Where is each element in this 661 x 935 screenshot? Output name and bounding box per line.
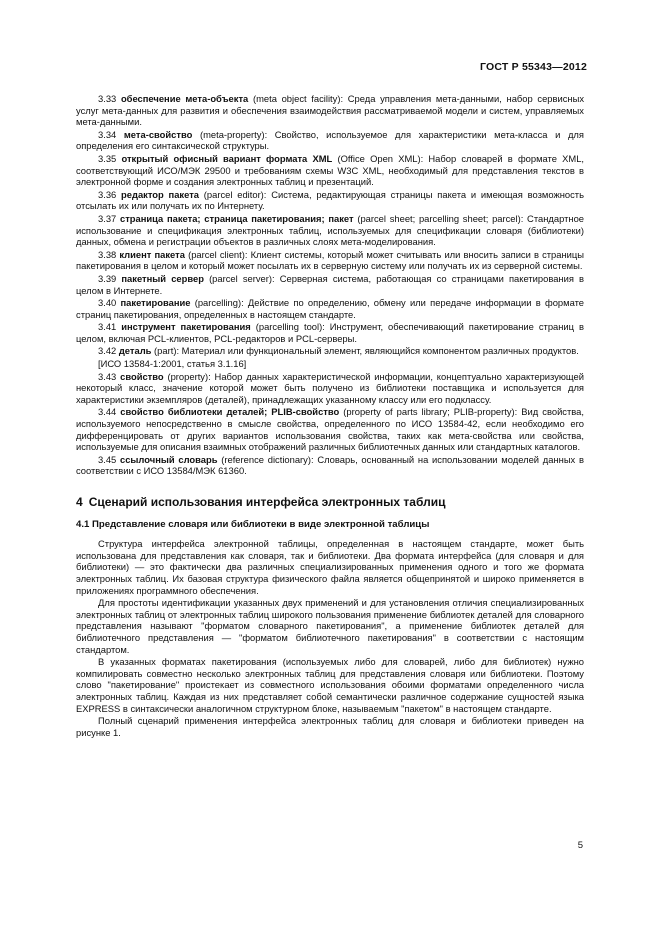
definition-term: инструмент пакетирования bbox=[121, 321, 251, 333]
definition-number: 3.41 bbox=[98, 321, 117, 333]
definition-text: (parcel editor): Система, редактирующая страницы пакета и имеющая возможность отсылать их или получать их по Интернету. bbox=[76, 188, 584, 212]
definition-number: 3.38 bbox=[98, 248, 117, 260]
definition-term: страница пакета; страница пакетирования; пакет bbox=[119, 212, 354, 224]
definition-term: деталь bbox=[118, 345, 152, 357]
definition-text: (parcelling tool): Инструмент, обеспечивающий пакетирование страниц в целом, включая PCL-клиентов, PCL-редакторов и PCL-серверы. bbox=[76, 321, 584, 344]
section-number: 4 bbox=[76, 495, 83, 509]
subsection-number: 4.1 bbox=[76, 518, 90, 530]
definition-entry bbox=[76, 297, 584, 320]
definition-entry bbox=[76, 371, 584, 406]
definition-term: ссылочный словарь bbox=[120, 453, 218, 465]
definition-number: 3.45 bbox=[98, 453, 117, 465]
definition-text: (parcel sheet; parcelling sheet; parcel): Стандартное использование и спецификация электронных таблиц, используемых для спецификации словаря (библиотеки) данных, обмена и регистрации объектов в различных слоях мета-моделирования. bbox=[76, 212, 584, 248]
definition-number: 3.40 bbox=[98, 297, 117, 309]
definition-text: (parcel server): Серверная система, работающая со страницами пакетирования в целом в Интернете. bbox=[76, 272, 585, 296]
definition-entry bbox=[76, 321, 584, 344]
definitions-list bbox=[76, 93, 584, 357]
section-title: Сценарий использования интерфейса электронных таблиц bbox=[88, 495, 446, 509]
definition-text: (meta-property): Свойство, используемое для характеристики мета-класса и для определения его синтаксической структуры. bbox=[76, 128, 584, 152]
definition-term: клиент пакета bbox=[119, 248, 185, 260]
definition-number: 3.37 bbox=[98, 212, 117, 224]
definition-term: редактор пакета bbox=[121, 188, 200, 200]
definition-text: (parcelling): Действие по определению, обмену или передаче информации в формате страниц пакетирования, определенных в настоящем стандарте. bbox=[76, 297, 584, 320]
definition-term: открытый офисный вариант формата XML bbox=[121, 152, 333, 164]
definition-term: свойство bbox=[120, 370, 164, 382]
document-header: ГОСТ Р 55343—2012 bbox=[479, 61, 587, 73]
paragraph: Полный сценарий применения интерфейса электронных таблиц для словаря и библиотеки приведен на рисунке 1. bbox=[76, 715, 584, 738]
document-body bbox=[76, 93, 584, 739]
definition-entry bbox=[76, 153, 584, 188]
reference-citation: [ИСО 13584-1:2001, статья 3.1.16] bbox=[98, 358, 247, 370]
definition-number: 3.35 bbox=[98, 152, 117, 164]
definition-term: пакетирование bbox=[120, 297, 191, 309]
definition-term: мета-свойство bbox=[123, 128, 193, 140]
definition-text: (property): Набор данных характеристической информации, концептуально характеризующей некоторый класс, значение которой может быть получено из библиотеки поставщика и используется для характеристики экземпляров (деталей), принадлежащих указанному классу или его подклассу. bbox=[76, 370, 584, 405]
definition-entry bbox=[76, 454, 584, 477]
subsection-title: Представление словаря или библиотеки в виде электронной таблицы bbox=[92, 518, 430, 530]
definition-number: 3.33 bbox=[98, 93, 117, 104]
definition-entry bbox=[76, 406, 584, 452]
definition-text: (parcel client): Клиент системы, который может считывать или вносить записи в страницы пакетирования в целом и который может посылать их в серверную систему или получать их из серверной системы. bbox=[76, 248, 584, 272]
definition-number: 3.36 bbox=[98, 188, 117, 200]
definition-text: (Office Open XML): Набор словарей в формате XML, соответствующий ИСО/МЭК 29500 и требованиям схемы W3C XML, необходимый для представления текстов в электронной форме и создания электронных таблиц и презентаций. bbox=[76, 152, 585, 188]
definition-number: 3.44 bbox=[98, 406, 117, 418]
definition-entry bbox=[76, 129, 584, 152]
paragraph: Структура интерфейса электронной таблицы, определенная в настоящем стандарте, может быть использована для представления как словаря, так и библиотеки. Два формата интерфейса (для словаря и для библиотеки) — это фактически два различных специализированных применения одного и того же формата электронных таблиц. Их базовая структура физического файла является общепринятой и широко применяется в приложениях программного обеспечения. bbox=[76, 538, 584, 596]
paragraph: Для простоты идентификации указанных двух применений и для установления отличия специализированных электронных таблиц от электронных таблиц широкого пользования применение библиотек деталей для словарного представления называют "форматом словарного пакетирования", а применение библиотек деталей для библиотечного представления — "форматом библиотечного пакетирования" в соответствии с настоящим стандартом. bbox=[76, 597, 584, 655]
paragraph: В указанных форматах пакетирования (используемых либо для словарей, либо для библиотек) нужно компилировать совместно несколько электронных таблиц для представления словаря или библиотеки. Поэтому слово "пакетирование" проистекает из совместного использования обоими форматами определенного числа электронных таблиц. Каждая из них представляет собой семантически различное содержание сущностей языка EXPRESS в синтаксически аналогичном структурном блоке, называемым "пакетом" в настоящем стандарте. bbox=[76, 656, 584, 714]
definition-number: 3.34 bbox=[98, 128, 117, 140]
definition-text: (property of parts library; PLIB-property): Вид свойства, используемого непосредственно в смысле свойства, определенного по ИСО 13584-42, если необходимо его дифференцировать от других вариантов использования свойства, таких как мета-свойства или свойства, используемые для описания взаимных отображений различных библиотечных данных или стандартных каталогов. bbox=[76, 406, 584, 453]
definition-entry bbox=[76, 273, 584, 296]
definition-text: (meta object facility): Среда управления мета-данными, набор сервисных услуг мета-данных для развития и обеспечения взаимодействия рассматриваемой модели и систем, управляемых мета-данными. bbox=[76, 93, 585, 128]
definition-entry bbox=[76, 213, 584, 248]
definition-entry bbox=[76, 249, 584, 272]
definitions-list-2 bbox=[76, 371, 584, 477]
definition-number: 3.42 bbox=[98, 345, 117, 357]
definition-entry bbox=[76, 93, 584, 128]
subsection-heading bbox=[76, 519, 584, 531]
definition-term: свойство библиотеки деталей; PLIB-свойство bbox=[120, 406, 340, 418]
definition-text: (part): Материал или функциональный элемент, являющийся компонентом различных продуктов. bbox=[151, 345, 579, 357]
definition-entry bbox=[76, 345, 584, 357]
definition-entry bbox=[76, 189, 584, 212]
definition-text: (reference dictionary): Словарь, основанный на использовании моделей данных в соответствии с ИСО 13584/МЭК 61360. bbox=[76, 453, 584, 477]
definition-number: 3.43 bbox=[98, 370, 117, 382]
definition-number: 3.39 bbox=[98, 272, 117, 284]
definition-term: обеспечение мета-объекта bbox=[120, 93, 249, 104]
definition-term: пакетный сервер bbox=[121, 272, 204, 284]
page-number: 5 bbox=[577, 840, 583, 851]
section-heading bbox=[76, 497, 584, 509]
